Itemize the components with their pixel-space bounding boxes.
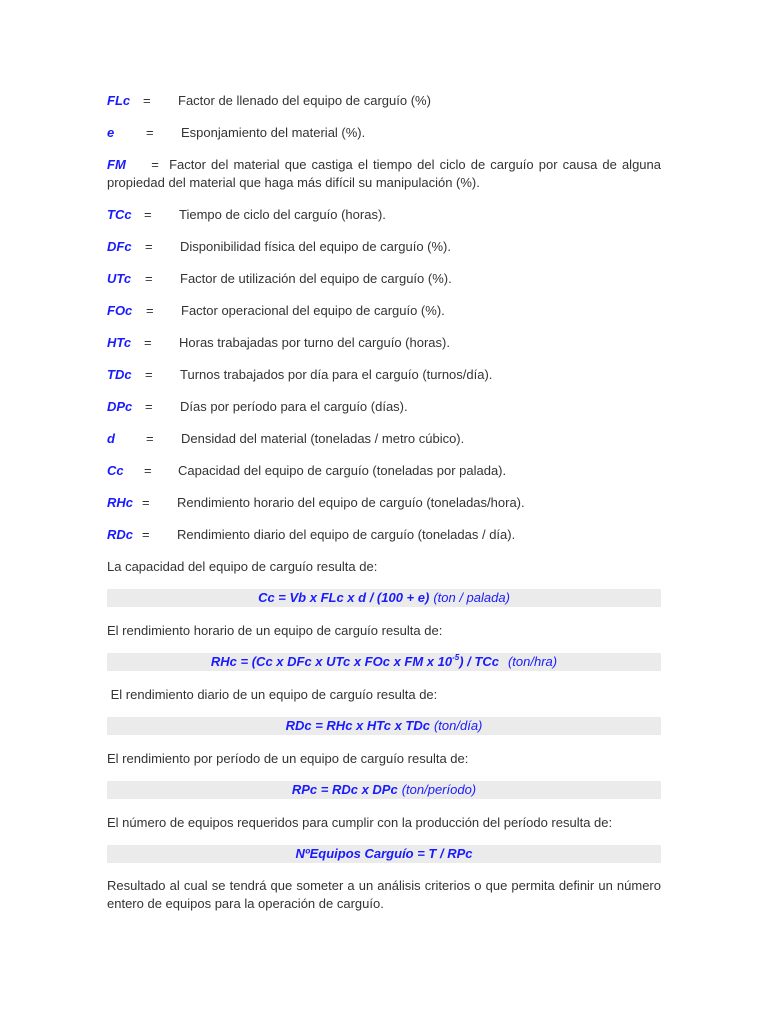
- formula-period-unit: (ton/período): [401, 782, 477, 797]
- definition-text-fm: Factor del material que castiga el tiempo del ciclo de carguío por causa de alguna propiedad del material que haga más difícil su manipulación (%).: [107, 157, 661, 190]
- symbol-dfc: DFc: [107, 239, 132, 254]
- equals-sign: =: [144, 207, 152, 222]
- formula-daily-unit: (ton/día): [433, 718, 483, 733]
- definition-text-cc: Capacidad del equipo de carguío (toneladas por palada).: [178, 463, 507, 478]
- definition-text-dfc: Disponibilidad física del equipo de carguío (%).: [180, 239, 451, 254]
- equals-sign: =: [144, 335, 152, 350]
- formula-hourly-part1: RHc = (Cc x DFc x UTc x FOc x FM x 10: [210, 654, 453, 669]
- definition-text-htc: Horas trabajadas por turno del carguío (horas).: [179, 335, 450, 350]
- formula-hourly-expression: [211, 654, 499, 669]
- definition-text-foc: Factor operacional del equipo de carguío (%).: [181, 303, 445, 318]
- definition-text-d: Densidad del material (toneladas / metro cúbico).: [181, 431, 465, 446]
- equals-sign: =: [146, 431, 154, 446]
- symbol-cc: Cc: [107, 463, 124, 478]
- intro-daily-yield: El rendimiento diario de un equipo de carguío resulta de:: [107, 687, 438, 702]
- symbol-e: e: [107, 125, 115, 140]
- definition-text-tdc: Turnos trabajados por día para el carguío (turnos/día).: [180, 367, 493, 382]
- definition-text-rdc: Rendimiento diario del equipo de carguío (toneladas / día).: [177, 527, 516, 542]
- symbol-rdc: RDc: [107, 527, 134, 542]
- formula-daily-yield: [107, 717, 661, 735]
- intro-capacity: La capacidad del equipo de carguío resulta de:: [107, 559, 378, 574]
- formula-period-yield: [107, 781, 661, 799]
- formula-hourly-unit: (ton/hra): [507, 654, 558, 669]
- intro-period-yield: El rendimiento por período de un equipo de carguío resulta de:: [107, 751, 469, 766]
- formula-hourly-part2: ) / TCc: [459, 654, 499, 669]
- definition-text-flc: Factor de llenado del equipo de carguío (%): [178, 93, 431, 108]
- equals-sign: =: [143, 93, 151, 108]
- formula-daily-expression: RDc = RHc x HTc x TDc: [285, 718, 430, 733]
- equals-sign: =: [145, 239, 153, 254]
- equals-sign: =: [142, 527, 150, 542]
- intro-equipment-count: El número de equipos requeridos para cumplir con la producción del período resulta de:: [107, 815, 613, 830]
- formula-equipment-count: [107, 845, 661, 863]
- definition-text-rhc: Rendimiento horario del equipo de carguío (toneladas/hora).: [177, 495, 525, 510]
- closing-paragraph: Resultado al cual se tendrá que someter a un análisis criterios o que permita definir un número entero de equipos para la operación de carguío.: [107, 878, 661, 911]
- symbol-utc: UTc: [107, 271, 132, 286]
- symbol-tcc: TCc: [107, 207, 132, 222]
- symbol-flc: FLc: [107, 93, 131, 108]
- equals-sign: =: [151, 157, 159, 172]
- definition-text-tcc: Tiempo de ciclo del carguío (horas).: [179, 207, 386, 222]
- formula-capacity-unit: (ton / palada): [433, 590, 510, 605]
- symbol-d: d: [107, 431, 115, 446]
- formula-capacity: [107, 589, 661, 607]
- intro-hourly-yield: El rendimiento horario de un equipo de carguío resulta de:: [107, 623, 443, 638]
- symbol-fm: FM: [107, 157, 126, 172]
- definition-text-utc: Factor de utilización del equipo de carguío (%).: [180, 271, 452, 286]
- formula-hourly-yield: [107, 653, 661, 671]
- symbol-dpc: DPc: [107, 399, 133, 414]
- formula-capacity-expression: Cc = Vb x FLc x d / (100 + e): [258, 590, 430, 605]
- symbol-rhc: RHc: [107, 495, 134, 510]
- equals-sign: =: [145, 271, 153, 286]
- symbol-htc: HTc: [107, 335, 132, 350]
- formula-period-expression: RPc = RDc x DPc: [291, 782, 398, 797]
- equals-sign: =: [142, 495, 150, 510]
- formula-hourly-exponent: -5: [452, 652, 460, 662]
- equals-sign: =: [145, 367, 153, 382]
- definition-text-e: Esponjamiento del material (%).: [181, 125, 366, 140]
- symbol-tdc: TDc: [107, 367, 132, 382]
- equals-sign: =: [144, 463, 152, 478]
- definition-text-dpc: Días por período para el carguío (días).: [180, 399, 408, 414]
- equals-sign: =: [146, 303, 154, 318]
- equals-sign: =: [146, 125, 154, 140]
- definition-row-fm: [107, 156, 661, 192]
- equals-sign: =: [145, 399, 153, 414]
- symbol-foc: FOc: [107, 303, 133, 318]
- formula-equipment-expression: NºEquipos Carguío = T / RPc: [295, 846, 473, 861]
